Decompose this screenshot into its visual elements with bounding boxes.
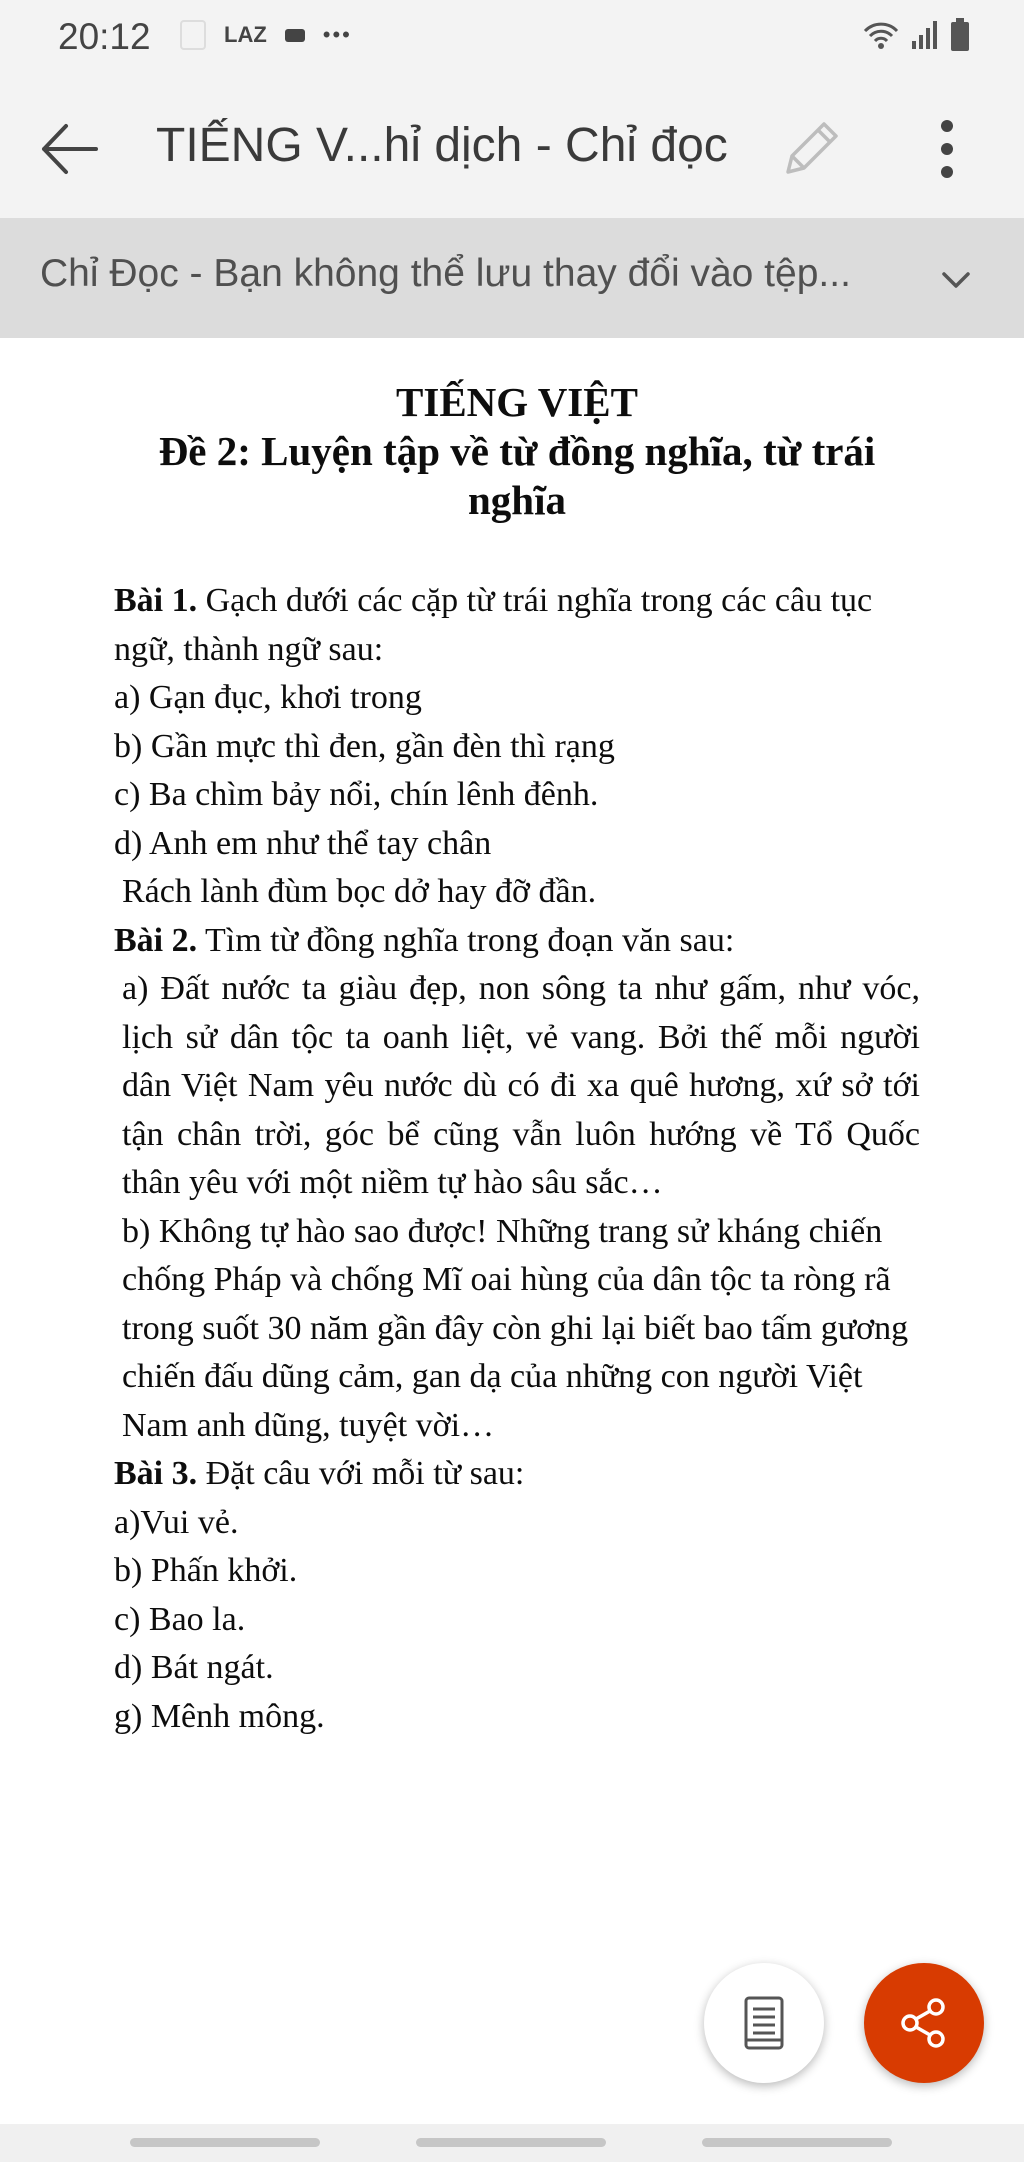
battery-icon (950, 18, 970, 52)
nav-back-button[interactable] (702, 2138, 892, 2147)
more-options-button[interactable] (922, 114, 972, 184)
app-bar (0, 78, 1024, 218)
read-only-banner[interactable] (0, 218, 1024, 338)
bai3-item: c) Bao la. (114, 1600, 246, 1638)
bai2-label: Bài 2. (114, 921, 198, 959)
more-vertical-icon (922, 114, 972, 184)
bai3-label: Bài 3. (114, 1455, 198, 1492)
banner-expand-button[interactable] (934, 258, 978, 302)
bai2-prompt (114, 917, 920, 966)
nav-recents-button[interactable] (130, 2138, 320, 2147)
chevron-down-icon (934, 258, 978, 302)
share-button[interactable] (864, 1963, 984, 2083)
bai3-prompt (114, 1450, 920, 1499)
edit-button[interactable] (774, 114, 844, 184)
bai1-item: Rách lành đùm bọc dở hay đỡ đần. (122, 873, 597, 910)
system-navigation-bar (0, 2124, 1024, 2162)
bai1-item: b) Gần mực thì đen, gần đèn thì rạng (114, 727, 615, 765)
heading-title: TIẾNG VIỆT (396, 379, 638, 425)
document-title: TIẾNG V...hỉ dịch - Chỉ đọc (156, 119, 728, 172)
wifi-icon (862, 19, 900, 51)
bai2-paragraph-a: a) Đất nước ta giàu đẹp, non sông ta như gấm, như vóc, lịch sử dân tộc ta oanh liệt, vẻ vang. Bởi thế mỗi người dân Việt Nam yêu nước dù có đi xa quê hương, xứ sở tới tận chân trời, góc bể cũng vẫn luôn hướng về Tổ Quốc thân yêu với một niềm tự hào sâu sắc… (122, 970, 920, 1201)
carrier-label: LAZ (224, 22, 267, 47)
status-time: 20:12 (58, 16, 151, 57)
status-notification-icons (180, 20, 352, 50)
bai3-item: a)Vui vẻ. (114, 1503, 239, 1541)
overflow-dots: ••• (322, 22, 352, 47)
bai2-paragraph-b: b) Không tự hào sao được! Những trang sử kháng chiến chống Pháp và chống Mĩ oai hùng của dân tộc ta ròng rã trong suốt 30 năm gần đây còn ghi lại biết bao tấm gương chiến đấu dũng cảm, gan dạ của những con người Việt Nam anh dũng, tuyệt vời… (122, 1212, 909, 1444)
bai2-prompt-text: Tìm từ đồng nghĩa trong đoạn văn sau: (197, 921, 735, 959)
bai1-item: a) Gạn đục, khơi trong (114, 679, 422, 716)
status-system-icons (862, 18, 970, 52)
back-button[interactable] (36, 116, 102, 182)
bai1-label: Bài 1. (114, 582, 198, 619)
pencil-icon (774, 114, 844, 184)
document-body (114, 378, 920, 1741)
document-heading (114, 378, 920, 525)
bai1-prompt (114, 577, 920, 674)
bai3-item: g) Mênh mông. (114, 1697, 325, 1735)
reading-mode-button[interactable] (704, 1963, 824, 2083)
bai3-item: b) Phấn khởi. (114, 1552, 298, 1589)
bai1-item: c) Ba chìm bảy nổi, chín lênh đênh. (114, 776, 599, 813)
signal-icon (910, 19, 940, 51)
notification-placeholder-icon (180, 20, 206, 50)
heading-subtitle-line1: Đề 2: Luyện tập về từ đồng nghĩa, từ trái (158, 428, 876, 474)
read-only-banner-text: Chỉ Đọc - Bạn không thể lưu thay đổi vào tệp... (40, 252, 851, 295)
message-icon (285, 29, 305, 42)
back-arrow-icon (36, 116, 102, 182)
bai1-prompt-text: Gạch dưới các cặp từ trái nghĩa trong các câu tục ngữ, thành ngữ sau: (114, 582, 873, 668)
reading-mode-icon (742, 1995, 786, 2051)
bai3-item: d) Bát ngát. (114, 1649, 274, 1686)
status-bar (0, 0, 1024, 78)
heading-subtitle-line2: nghĩa (468, 477, 566, 523)
bai3-prompt-text: Đặt câu với mỗi từ sau: (197, 1455, 525, 1492)
share-icon (896, 1995, 952, 2051)
nav-home-button[interactable] (416, 2138, 606, 2147)
bai1-item: d) Anh em như thể tay chân (114, 824, 492, 862)
